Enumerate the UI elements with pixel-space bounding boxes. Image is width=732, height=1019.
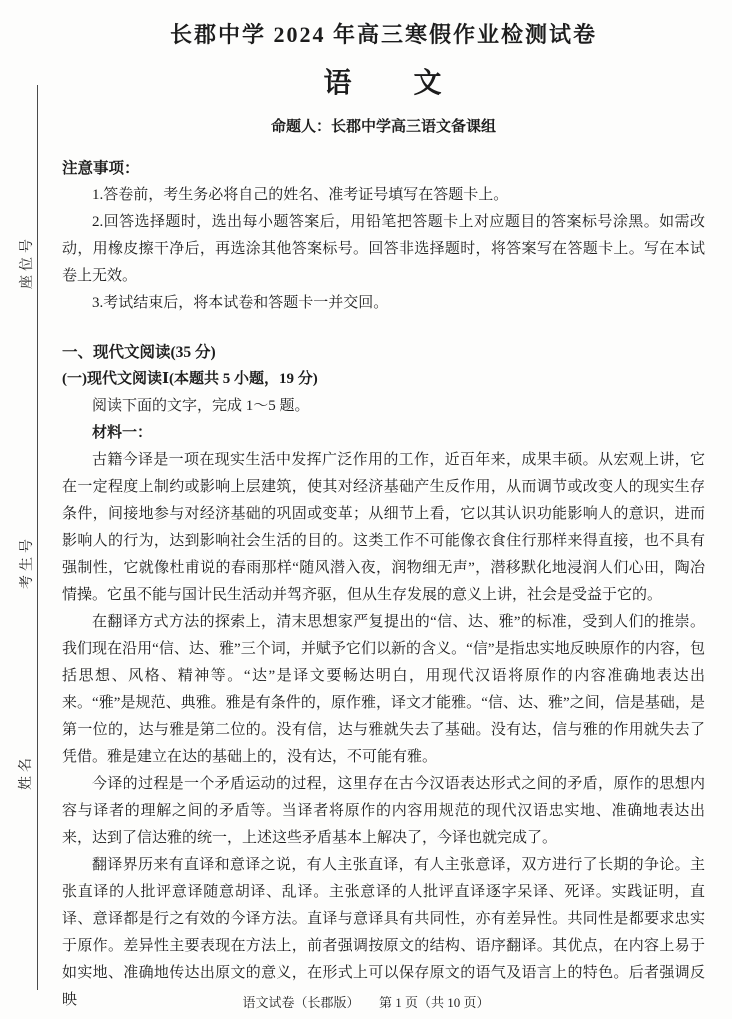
exam-content bbox=[62, 16, 705, 1014]
material-paragraph-3: 今译的过程是一个矛盾运动的过程，这里存在古今汉语表达形式之间的矛盾，原作的思想内容与译者的理解之间的矛盾等。当译者将原作的内容用规范的现代汉语忠实地、准确地表达出来，达到了信达雅的统一，上述这些矛盾基本上解决了，今译也就完成了。 bbox=[62, 776, 705, 846]
section-heading: 一、现代文阅读(35 分) bbox=[62, 344, 216, 361]
notice-item-1: 1.答卷前，考生务必将自己的姓名、准考证号填写在答题卡上。 bbox=[92, 187, 509, 203]
name-label: 姓名 bbox=[19, 754, 34, 790]
material-one-label: 材料一： bbox=[92, 425, 153, 441]
notice-item-2: 2.回答选择题时，选出每小题答案后，用铅笔把答题卡上对应题目的答案标号涂黑。如需改动，用橡皮擦干净后，再选涂其他答案标号。回答非选择题时，将答案写在答题卡上。写在本试卷上无效。 bbox=[62, 214, 705, 284]
subject-title: 语 文 bbox=[323, 68, 444, 99]
page-footer: 语文试卷（长郡版） 第 1 页（共 10 页） bbox=[242, 995, 490, 1010]
material-paragraph-1: 古籍今译是一项在现实生活中发挥广泛作用的工作，近百年来，成果丰硕。从宏观上讲，它在一定程度上制约或影响上层建筑，使其对经济基础产生反作用，从而调节或改变人的现实生存条件，间接地参与对经济基础的巩固或变革；从细节上看，它以其认识功能影响人的意识，进而影响人的行为，达到影响社会生活的目的。这类工作不可能像衣食住行那样来得直接，也不具有强制性，它就像杜甫说的春雨那样“随风潜入夜，润物细无声”，潜移默化地浸润人们心田，陶冶情操。它虽不能与国计民生活动并驾齐驱，但从生存发展的意义上讲，社会是受益于它的。 bbox=[62, 452, 705, 603]
section-subheading: (一)现代文阅读Ⅰ(本题共 5 小题，19 分) bbox=[62, 371, 318, 387]
candidate-number-label: 考生号 bbox=[20, 535, 35, 589]
notice-item-3: 3.考试结束后，将本试卷和答题卡一并交回。 bbox=[92, 295, 389, 311]
seal-line bbox=[37, 85, 38, 990]
notice-heading: 注意事项： bbox=[62, 160, 140, 177]
material-paragraph-4: 翻译界历来有直译和意译之说，有人主张直译，有人主张意译，双方进行了长期的争论。主张直译的人批评意译随意胡译、乱译。主张意译的人批评直译逐字呆译、死译。实践证明，直译、意译都是行之有效的今译方法。直译与意译具有共同性，亦有差异性。共同性是都要求忠实于原作。差异性主要表现在方法上，前者强调按原文的结构、语序翻译。其优点，在内容上易于如实地、准确地传达出原文的意义，在形式上可以保存原文的语气及语言上的特色。后者强调反映 bbox=[62, 857, 705, 1008]
material-paragraph-2: 在翻译方式方法的探索上，清末思想家严复提出的“信、达、雅”的标准，受到人们的推崇。我们现在沿用“信、达、雅”三个词，并赋予它们以新的含义。“信”是指忠实地反映原作的内容，包括思想、风格、精神等。“达”是译文要畅达明白，用现代汉语将原作的内容准确地表达出来。“雅”是规范、典雅。雅是有条件的，原作雅，译文才能雅。“信、达、雅”之间，信是基础，是第一位的，达与雅是第二位的。没有信，达与雅就失去了基础。没有达，信与雅的作用就失去了凭借。雅是建立在达的基础上的，没有达，不可能有雅。 bbox=[62, 614, 705, 765]
seat-number-label: 座位号 bbox=[20, 235, 35, 289]
exam-title: 长郡中学 2024 年高三寒假作业检测试卷 bbox=[169, 22, 597, 47]
author-line: 命题人：长郡中学高三语文备课组 bbox=[270, 119, 496, 135]
reading-instruction: 阅读下面的文字，完成 1～5 题。 bbox=[92, 398, 310, 414]
